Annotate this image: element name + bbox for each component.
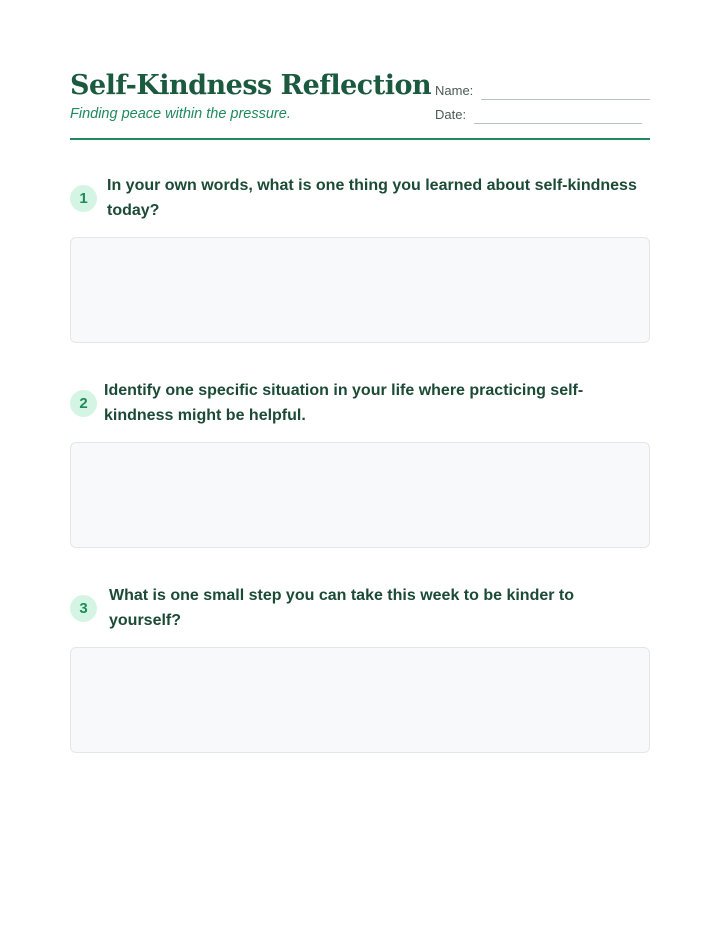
question-3	[70, 584, 650, 634]
date-input-line[interactable]	[474, 107, 642, 124]
answer-box[interactable]	[70, 442, 650, 548]
date-label: Date:	[435, 107, 467, 122]
worksheet-header	[70, 68, 650, 140]
name-label: Name:	[435, 83, 474, 98]
question-number-badge: 1	[70, 185, 97, 212]
question-text: In your own words, what is one thing you learned about self-kindness today?	[107, 177, 637, 219]
question-header	[70, 174, 650, 224]
question-2	[70, 379, 650, 429]
question-text: What is one small step you can take this week to be kinder to yourself?	[109, 587, 575, 629]
question-number-badge: 2	[70, 390, 97, 417]
page-title: Self-Kindness Reflection	[70, 70, 432, 101]
date-field-row	[435, 106, 642, 124]
question-header	[70, 379, 650, 429]
page-subtitle: Finding peace within the pressure.	[70, 106, 291, 122]
name-input-line[interactable]	[481, 83, 650, 100]
answer-box[interactable]	[70, 237, 650, 343]
name-field-row	[435, 82, 650, 100]
question-number-badge: 3	[70, 595, 97, 622]
question-text: Identify one specific situation in your life where practicing self-kindness might be helpful.	[104, 382, 584, 424]
question-1	[70, 174, 650, 224]
answer-box[interactable]	[70, 647, 650, 753]
question-header	[70, 584, 650, 634]
